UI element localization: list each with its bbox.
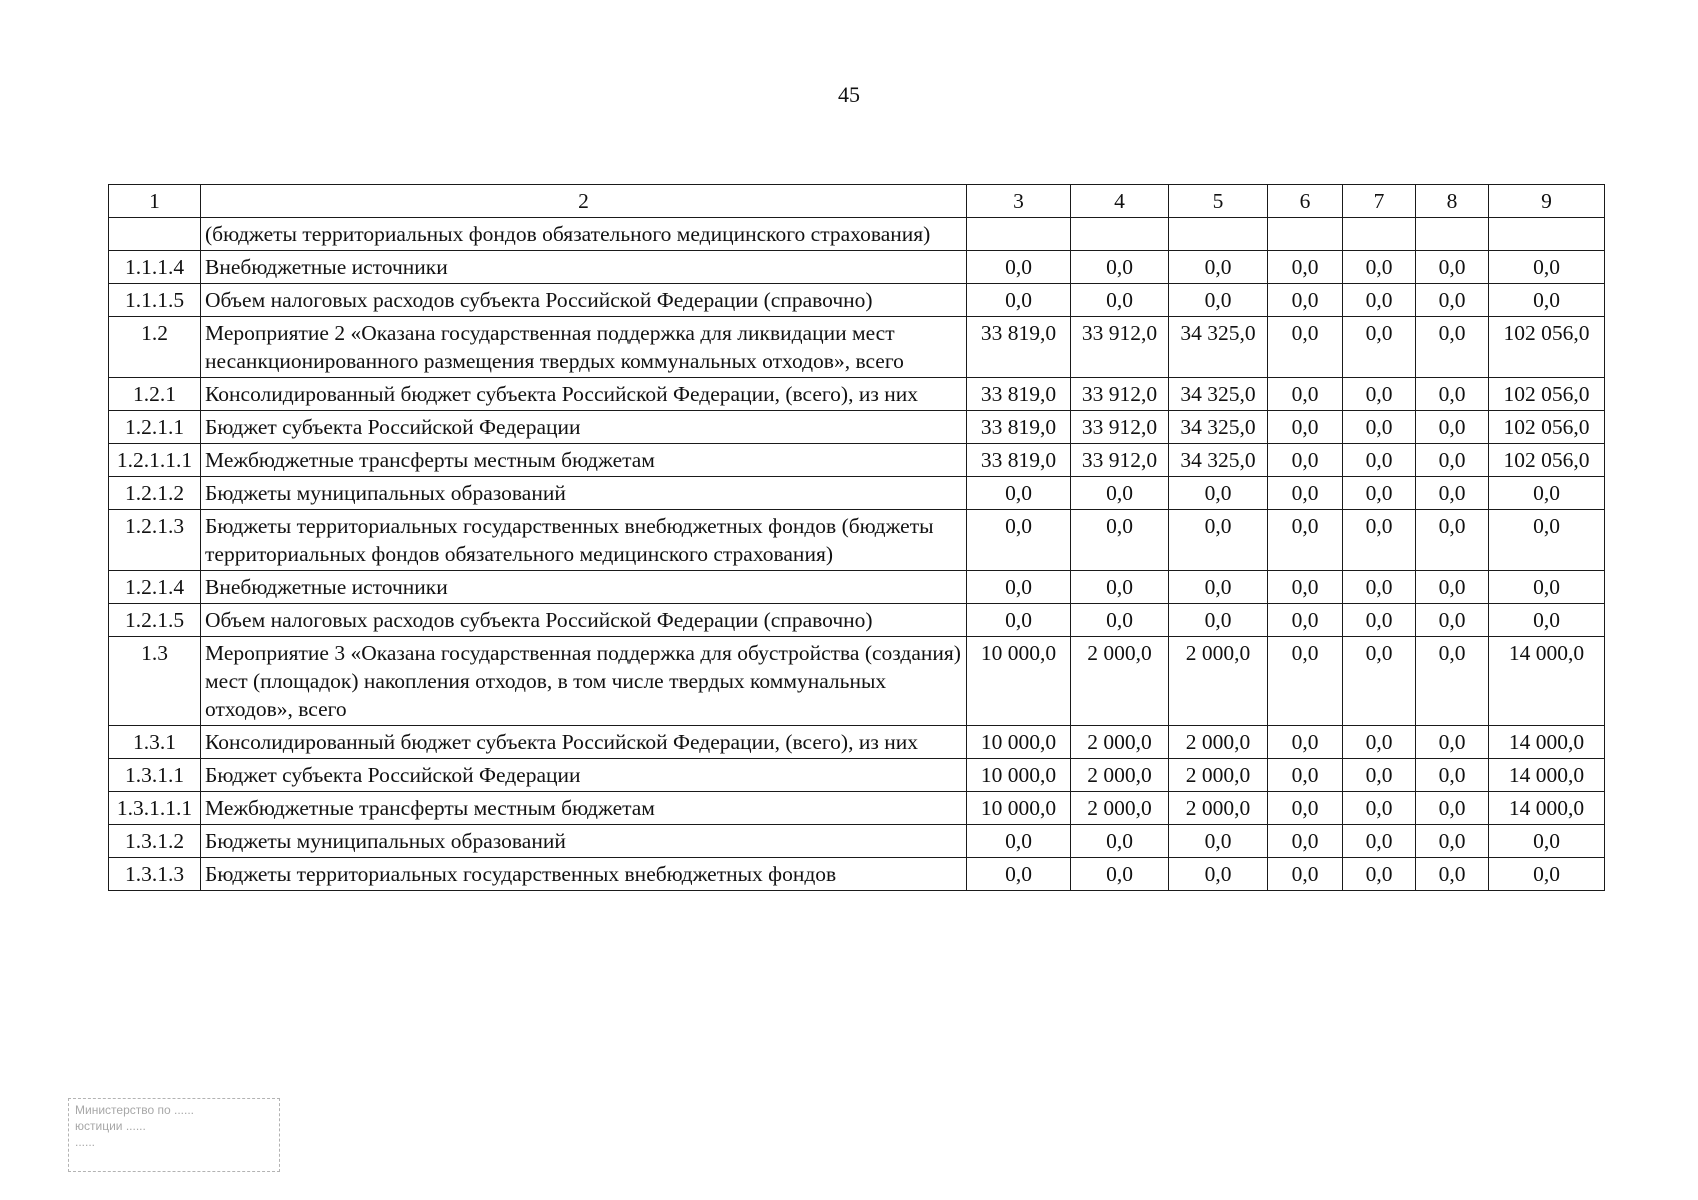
value-cell: 0,0 — [1489, 858, 1605, 891]
row-code: 1.2.1.1.1 — [109, 444, 201, 477]
value-cell: 0,0 — [1268, 510, 1343, 571]
row-name: Бюджеты муниципальных образований — [201, 825, 967, 858]
value-cell: 0,0 — [1169, 284, 1268, 317]
row-name: Внебюджетные источники — [201, 251, 967, 284]
row-code: 1.1.1.5 — [109, 284, 201, 317]
value-cell: 0,0 — [1268, 792, 1343, 825]
value-cell: 0,0 — [1416, 411, 1489, 444]
value-cell: 33 912,0 — [1071, 378, 1169, 411]
value-cell: 2 000,0 — [1071, 637, 1169, 726]
stamp-line: юстиции ...... — [75, 1119, 146, 1133]
value-cell: 0,0 — [1268, 477, 1343, 510]
value-cell: 0,0 — [1268, 378, 1343, 411]
stamp-line: Министерство по ...... — [75, 1103, 194, 1117]
value-cell: 0,0 — [1416, 825, 1489, 858]
row-code: 1.3 — [109, 637, 201, 726]
table-row — [109, 858, 1605, 891]
page-number: 45 — [838, 82, 860, 107]
value-cell: 0,0 — [1343, 477, 1416, 510]
value-cell: 0,0 — [1343, 825, 1416, 858]
value-cell: 0,0 — [1489, 284, 1605, 317]
value-cell: 33 819,0 — [967, 444, 1071, 477]
value-cell: 0,0 — [1071, 571, 1169, 604]
value-cell: 0,0 — [1343, 792, 1416, 825]
value-cell: 0,0 — [1268, 411, 1343, 444]
value-cell: 0,0 — [1489, 510, 1605, 571]
value-cell: 0,0 — [1268, 571, 1343, 604]
value-cell — [967, 218, 1071, 251]
value-cell: 0,0 — [1416, 378, 1489, 411]
column-header: 1 — [109, 185, 201, 218]
value-cell: 0,0 — [1268, 637, 1343, 726]
value-cell: 0,0 — [1071, 825, 1169, 858]
value-cell: 0,0 — [1343, 444, 1416, 477]
row-code: 1.1.1.4 — [109, 251, 201, 284]
value-cell: 14 000,0 — [1489, 726, 1605, 759]
value-cell: 0,0 — [1071, 251, 1169, 284]
row-name: Бюджет субъекта Российской Федерации — [201, 411, 967, 444]
value-cell: 0,0 — [1416, 510, 1489, 571]
table-row — [109, 825, 1605, 858]
value-cell: 0,0 — [1416, 726, 1489, 759]
value-cell: 0,0 — [1416, 477, 1489, 510]
value-cell: 0,0 — [1343, 759, 1416, 792]
value-cell — [1268, 218, 1343, 251]
value-cell: 34 325,0 — [1169, 411, 1268, 444]
row-name: Межбюджетные трансферты местным бюджетам — [201, 444, 967, 477]
column-header: 7 — [1343, 185, 1416, 218]
row-code: 1.2.1.2 — [109, 477, 201, 510]
value-cell: 34 325,0 — [1169, 444, 1268, 477]
value-cell: 0,0 — [1268, 444, 1343, 477]
value-cell: 0,0 — [1169, 477, 1268, 510]
table-row — [109, 637, 1605, 726]
value-cell: 0,0 — [1489, 571, 1605, 604]
value-cell — [1343, 218, 1416, 251]
column-header: 8 — [1416, 185, 1489, 218]
value-cell: 102 056,0 — [1489, 378, 1605, 411]
table-row — [109, 571, 1605, 604]
row-name: (бюджеты территориальных фондов обязательного медицинского страхования) — [201, 218, 967, 251]
value-cell: 0,0 — [1416, 284, 1489, 317]
value-cell: 0,0 — [1416, 604, 1489, 637]
row-name: Бюджет субъекта Российской Федерации — [201, 759, 967, 792]
value-cell: 33 912,0 — [1071, 317, 1169, 378]
value-cell: 0,0 — [1071, 284, 1169, 317]
value-cell: 0,0 — [1071, 477, 1169, 510]
table-row — [109, 284, 1605, 317]
value-cell: 0,0 — [1489, 477, 1605, 510]
value-cell: 0,0 — [967, 477, 1071, 510]
table-row — [109, 378, 1605, 411]
row-name: Бюджеты территориальных государственных внебюджетных фондов (бюджеты территориальных фондов обязательного медицинского страхования) — [201, 510, 967, 571]
value-cell: 14 000,0 — [1489, 637, 1605, 726]
value-cell: 102 056,0 — [1489, 444, 1605, 477]
value-cell: 14 000,0 — [1489, 759, 1605, 792]
row-name: Объем налоговых расходов субъекта Российской Федерации (справочно) — [201, 284, 967, 317]
table-row — [109, 218, 1605, 251]
value-cell — [1416, 218, 1489, 251]
header-row — [109, 185, 1605, 218]
value-cell: 0,0 — [1489, 825, 1605, 858]
value-cell: 0,0 — [967, 604, 1071, 637]
value-cell: 0,0 — [1343, 510, 1416, 571]
value-cell: 0,0 — [1416, 792, 1489, 825]
value-cell: 0,0 — [1343, 604, 1416, 637]
value-cell: 0,0 — [1489, 604, 1605, 637]
value-cell: 0,0 — [1169, 858, 1268, 891]
row-code — [109, 218, 201, 251]
value-cell: 34 325,0 — [1169, 317, 1268, 378]
table-body — [109, 218, 1605, 891]
value-cell: 0,0 — [1343, 378, 1416, 411]
value-cell: 0,0 — [1268, 759, 1343, 792]
row-code: 1.2.1.1 — [109, 411, 201, 444]
value-cell: 0,0 — [1268, 317, 1343, 378]
column-header: 9 — [1489, 185, 1605, 218]
value-cell: 10 000,0 — [967, 792, 1071, 825]
value-cell: 0,0 — [1343, 726, 1416, 759]
value-cell: 0,0 — [1169, 571, 1268, 604]
value-cell: 0,0 — [967, 510, 1071, 571]
value-cell: 0,0 — [1416, 858, 1489, 891]
value-cell: 2 000,0 — [1071, 759, 1169, 792]
value-cell — [1489, 218, 1605, 251]
column-header: 5 — [1169, 185, 1268, 218]
table-row — [109, 726, 1605, 759]
value-cell: 33 819,0 — [967, 411, 1071, 444]
row-name: Объем налоговых расходов субъекта Российской Федерации (справочно) — [201, 604, 967, 637]
column-header: 6 — [1268, 185, 1343, 218]
value-cell: 0,0 — [1416, 759, 1489, 792]
value-cell: 0,0 — [1169, 510, 1268, 571]
value-cell: 0,0 — [1416, 571, 1489, 604]
value-cell: 0,0 — [1268, 604, 1343, 637]
value-cell: 33 912,0 — [1071, 411, 1169, 444]
value-cell: 33 819,0 — [967, 378, 1071, 411]
table-row — [109, 759, 1605, 792]
value-cell: 0,0 — [967, 284, 1071, 317]
value-cell: 10 000,0 — [967, 726, 1071, 759]
column-header: 2 — [201, 185, 967, 218]
row-name: Бюджеты муниципальных образований — [201, 477, 967, 510]
column-header: 4 — [1071, 185, 1169, 218]
value-cell: 0,0 — [1416, 444, 1489, 477]
column-header: 3 — [967, 185, 1071, 218]
table-row — [109, 411, 1605, 444]
value-cell: 0,0 — [1268, 825, 1343, 858]
row-name: Мероприятие 2 «Оказана государственная поддержка для ликвидации мест несанкционированного размещения твердых коммунальных отходов», всего — [201, 317, 967, 378]
row-name: Бюджеты территориальных государственных внебюджетных фондов — [201, 858, 967, 891]
value-cell: 2 000,0 — [1071, 792, 1169, 825]
value-cell: 0,0 — [1343, 411, 1416, 444]
value-cell: 0,0 — [1343, 284, 1416, 317]
row-name: Консолидированный бюджет субъекта Российской Федерации, (всего), из них — [201, 378, 967, 411]
value-cell: 0,0 — [1343, 637, 1416, 726]
table-row — [109, 317, 1605, 378]
row-name: Межбюджетные трансферты местным бюджетам — [201, 792, 967, 825]
value-cell: 0,0 — [967, 825, 1071, 858]
value-cell: 2 000,0 — [1169, 759, 1268, 792]
row-code: 1.3.1.2 — [109, 825, 201, 858]
value-cell: 0,0 — [967, 251, 1071, 284]
row-code: 1.3.1.1 — [109, 759, 201, 792]
row-name: Внебюджетные источники — [201, 571, 967, 604]
value-cell: 0,0 — [1071, 510, 1169, 571]
value-cell: 2 000,0 — [1169, 726, 1268, 759]
value-cell: 0,0 — [967, 571, 1071, 604]
value-cell: 2 000,0 — [1169, 792, 1268, 825]
value-cell: 0,0 — [1169, 251, 1268, 284]
value-cell — [1071, 218, 1169, 251]
row-name: Консолидированный бюджет субъекта Российской Федерации, (всего), из них — [201, 726, 967, 759]
value-cell: 0,0 — [1169, 825, 1268, 858]
value-cell: 0,0 — [1416, 251, 1489, 284]
value-cell: 0,0 — [1268, 726, 1343, 759]
value-cell: 102 056,0 — [1489, 317, 1605, 378]
value-cell: 0,0 — [1343, 317, 1416, 378]
table-row — [109, 604, 1605, 637]
value-cell: 2 000,0 — [1071, 726, 1169, 759]
value-cell — [1169, 218, 1268, 251]
value-cell: 0,0 — [1071, 604, 1169, 637]
table-row — [109, 444, 1605, 477]
table-row — [109, 477, 1605, 510]
budget-table — [108, 184, 1605, 891]
row-code: 1.3.1 — [109, 726, 201, 759]
value-cell: 0,0 — [1416, 637, 1489, 726]
value-cell: 0,0 — [1343, 858, 1416, 891]
value-cell: 0,0 — [1268, 251, 1343, 284]
value-cell: 0,0 — [1416, 317, 1489, 378]
value-cell: 0,0 — [1489, 251, 1605, 284]
value-cell: 0,0 — [1169, 604, 1268, 637]
row-code: 1.2.1.5 — [109, 604, 201, 637]
row-code: 1.3.1.1.1 — [109, 792, 201, 825]
value-cell: 102 056,0 — [1489, 411, 1605, 444]
value-cell: 0,0 — [1268, 858, 1343, 891]
stamp-line: ...... — [75, 1135, 96, 1149]
value-cell: 10 000,0 — [967, 637, 1071, 726]
row-code: 1.2.1.4 — [109, 571, 201, 604]
row-code: 1.3.1.3 — [109, 858, 201, 891]
value-cell: 33 819,0 — [967, 317, 1071, 378]
value-cell: 0,0 — [1343, 571, 1416, 604]
row-code: 1.2.1 — [109, 378, 201, 411]
table-row — [109, 792, 1605, 825]
row-name: Мероприятие 3 «Оказана государственная поддержка для обустройства (создания) мест (площадок) накопления отходов, в том числе твердых коммунальных отходов», всего — [201, 637, 967, 726]
row-code: 1.2 — [109, 317, 201, 378]
value-cell: 0,0 — [1268, 284, 1343, 317]
value-cell: 0,0 — [967, 858, 1071, 891]
value-cell: 34 325,0 — [1169, 378, 1268, 411]
value-cell: 0,0 — [1343, 251, 1416, 284]
value-cell: 0,0 — [1071, 858, 1169, 891]
value-cell: 10 000,0 — [967, 759, 1071, 792]
registration-stamp — [68, 1098, 280, 1172]
table-row — [109, 251, 1605, 284]
table-row — [109, 510, 1605, 571]
value-cell: 33 912,0 — [1071, 444, 1169, 477]
row-code: 1.2.1.3 — [109, 510, 201, 571]
value-cell: 2 000,0 — [1169, 637, 1268, 726]
value-cell: 14 000,0 — [1489, 792, 1605, 825]
